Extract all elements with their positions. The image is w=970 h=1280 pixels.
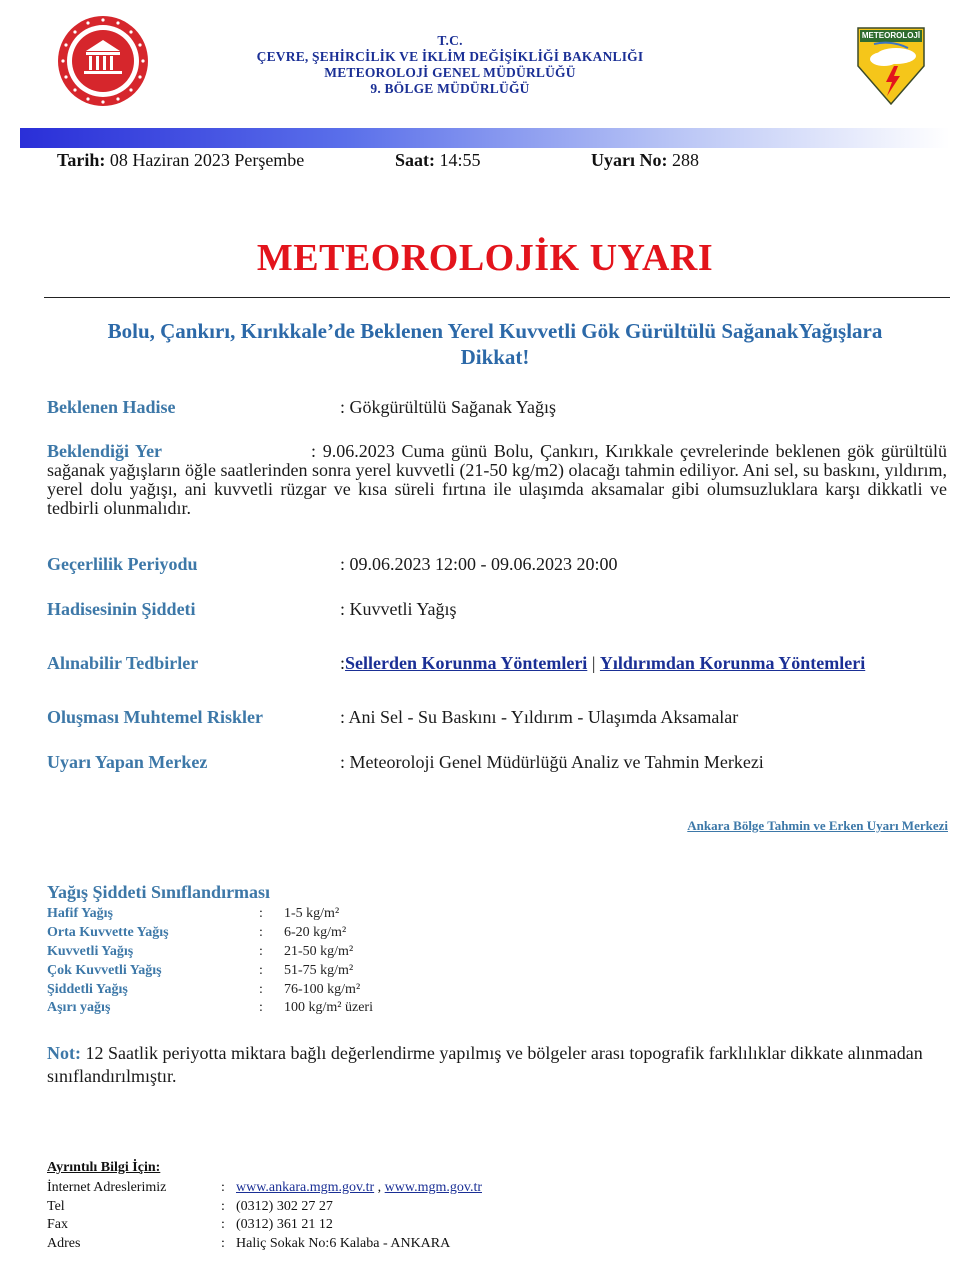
note-paragraph <box>47 1042 947 1088</box>
class-name: Hafif Yağış <box>47 906 113 921</box>
fax-label: Fax <box>47 1217 68 1232</box>
title-divider <box>44 297 950 298</box>
yer-label: Beklendiği Yer <box>47 441 163 461</box>
class-colon: : <box>259 963 263 978</box>
warning-no-value: 288 <box>671 150 699 170</box>
merkez-label: Uyarı Yapan Merkez <box>47 752 208 772</box>
ankara-website-link[interactable]: www.ankara.mgm.gov.tr <box>236 1180 375 1195</box>
contact-colon: : <box>221 1199 225 1214</box>
class-name: Şiddetli Yağış <box>47 982 128 997</box>
flood-protection-link[interactable]: Sellerden Korunma Yöntemleri <box>345 653 588 673</box>
classification-title: Yağış Şiddeti Sınıflandırması <box>47 882 271 902</box>
class-value: 100 kg/m² üzeri <box>284 1000 373 1015</box>
contact-colon: : <box>221 1236 225 1251</box>
risk-label: Oluşması Muhtemel Riskler <box>47 707 263 727</box>
lightning-protection-link[interactable]: Yıldırımdan Korunma Yöntemleri <box>599 653 866 673</box>
page-title: METEOROLOJİK UYARI <box>256 237 714 279</box>
contact-title: Ayrıntılı Bilgi İçin: <box>47 1160 161 1175</box>
header-block <box>150 33 750 97</box>
merkez-value: : Meteoroloji Genel Müdürlüğü Analiz ve Tahmin Merkezi <box>340 752 764 772</box>
note-label: Not: <box>47 1043 81 1063</box>
regional-center-link[interactable]: Ankara Bölge Tahmin ve Erken Uyarı Merkezi <box>687 818 948 833</box>
time-meta <box>395 150 481 171</box>
hadise-label: Beklenen Hadise <box>47 397 176 417</box>
header-line-tc: T.C. <box>437 33 463 48</box>
internet-links <box>236 1180 482 1196</box>
class-value: 21-50 kg/m² <box>284 944 354 959</box>
internet-separator: , <box>374 1180 385 1195</box>
class-value: 51-75 kg/m² <box>284 963 354 978</box>
header-gradient-bar <box>20 128 950 148</box>
time-value: 14:55 <box>439 150 481 170</box>
meteorology-logo-text: METEOROLOJİ <box>861 31 921 40</box>
mgm-website-link[interactable]: www.mgm.gov.tr <box>384 1180 482 1195</box>
address-value: Haliç Sokak No:6 Kalaba - ANKARA <box>236 1236 451 1251</box>
warning-no-meta <box>591 150 699 171</box>
risk-value: : Ani Sel - Su Baskını - Yıldırım - Ulaşımda Aksamalar <box>340 707 739 727</box>
class-colon: : <box>259 944 263 959</box>
tedbir-prefix: : <box>340 653 346 673</box>
date-meta <box>57 150 304 171</box>
warning-headline-line2: Dikkat! <box>460 345 530 369</box>
tel-label: Tel <box>47 1199 65 1214</box>
warning-headline-line1: Bolu, Çankırı, Kırıkkale’de Beklenen Yerel Kuvvetli Gök Gürültülü SağanakYağışlara <box>107 319 883 343</box>
siddet-label: Hadisesinin Şiddeti <box>47 599 196 619</box>
date-label: Tarih: <box>57 150 106 170</box>
hadise-value: : Gökgürültülü Sağanak Yağış <box>340 397 556 417</box>
class-colon: : <box>259 982 263 997</box>
class-name: Kuvvetli Yağış <box>47 944 134 959</box>
class-colon: : <box>259 925 263 940</box>
tedbir-label: Alınabilir Tedbirler <box>47 653 199 673</box>
meteorology-logo <box>856 26 926 106</box>
class-value: 76-100 kg/m² <box>284 982 361 997</box>
class-name: Aşırı yağış <box>47 1000 111 1015</box>
contact-colon: : <box>221 1217 225 1232</box>
class-colon: : <box>259 1000 263 1015</box>
note-text: 12 Saatlik periyotta miktara bağlı değerlendirme yapılmış ve bölgeler arası topografik farklılıklar dikkate alınmadan sınıflandırılmıştır. <box>47 1043 923 1086</box>
header-line-ministry: ÇEVRE, ŞEHİRCİLİK VE İKLİM DEĞİŞİKLİĞİ BAKANLIĞI <box>256 49 644 64</box>
fax-value: (0312) 361 21 12 <box>236 1217 333 1232</box>
class-name: Orta Kuvvette Yağış <box>47 925 169 940</box>
address-label: Adres <box>47 1236 81 1251</box>
warning-no-label: Uyarı No: <box>591 150 668 170</box>
time-label: Saat: <box>395 150 435 170</box>
location-paragraph <box>47 442 947 518</box>
gecerlilik-value: : 09.06.2023 12:00 - 09.06.2023 20:00 <box>340 554 618 574</box>
tedbir-value <box>340 653 865 674</box>
header-line-region: 9. BÖLGE MÜDÜRLÜĞÜ <box>370 81 530 96</box>
date-value: 08 Haziran 2023 Perşembe <box>109 150 305 170</box>
yer-value: : 9.06.2023 Cuma günü Bolu, Çankırı, Kırıkkale çevrelerinde beklenen gök gürültülü sağanak yağışların öğle saatlerinden sonra yerel kuvvetli (21-50 kg/m2) olacağı tahmin ediliyor. Ani sel, su baskını, yıldırım, yerel dolu yağışı, ani kuvvetli rüzgar ve kısa süreli fırtına ile ulaşımda aksamalar gibi olumsuzluklara karşı dikkatli ve tedbirli olunmalıdır. <box>47 441 947 518</box>
class-value: 6-20 kg/m² <box>284 925 347 940</box>
tedbir-separator: | <box>587 653 600 673</box>
header-line-directorate: METEOROLOJİ GENEL MÜDÜRLÜĞÜ <box>324 65 576 80</box>
class-name: Çok Kuvvetli Yağış <box>47 963 162 978</box>
warning-headline <box>60 318 930 370</box>
ministry-logo <box>56 14 150 108</box>
class-value: 1-5 kg/m² <box>284 906 340 921</box>
class-colon: : <box>259 906 263 921</box>
siddet-value: : Kuvvetli Yağış <box>340 599 457 619</box>
contact-colon: : <box>221 1180 225 1195</box>
gecerlilik-label: Geçerlilik Periyodu <box>47 554 198 574</box>
internet-label: İnternet Adreslerimiz <box>47 1180 167 1195</box>
tel-value: (0312) 302 27 27 <box>236 1199 333 1214</box>
